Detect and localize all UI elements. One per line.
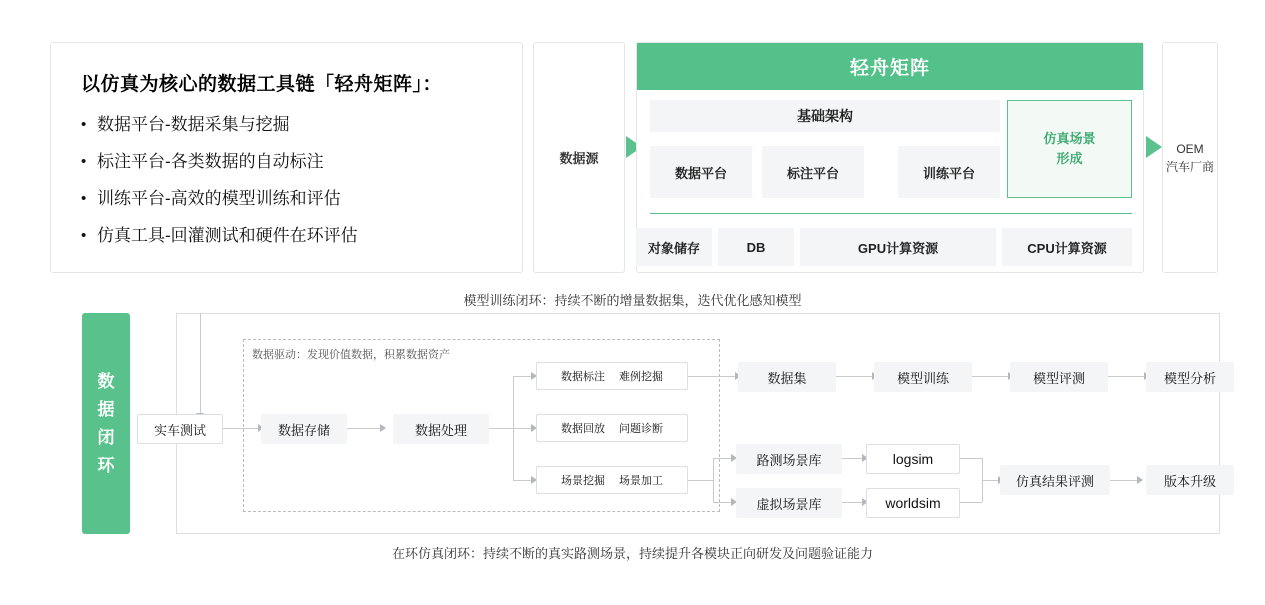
connector: [713, 458, 714, 502]
connector: [960, 502, 982, 503]
oem-label-line2: 汽车厂商: [1165, 159, 1214, 174]
node-logsim: [866, 444, 960, 474]
flow-arrow-icon: [1146, 136, 1162, 158]
node-label: 模型评测: [1032, 370, 1085, 386]
simulation-scene-box: [1007, 100, 1132, 198]
infrastructure-label: 基础架构: [797, 108, 853, 124]
node-worldsim: [866, 488, 960, 518]
connector: [344, 428, 382, 429]
data-source-label: 数据源: [559, 151, 599, 166]
node-label: 模型分析: [1163, 370, 1216, 386]
closed-loop-char-4: 环: [97, 455, 115, 475]
node-label: 数据存储: [277, 422, 330, 438]
simulation-scene-label-line2: 形成: [1056, 151, 1083, 166]
resource-box-gpu: [800, 228, 996, 266]
connector: [1108, 376, 1146, 377]
node-label-left: 数据回放: [561, 423, 605, 435]
resource-label: 对象储存: [647, 240, 700, 256]
node-virtual-scene-library: [736, 488, 842, 518]
node-label: 实车测试: [153, 422, 206, 438]
node-version-upgrade: [1146, 465, 1234, 495]
node-label: 模型训练: [896, 370, 949, 386]
node-data-annotation: [536, 362, 688, 390]
connector: [960, 458, 982, 459]
node-model-analysis: [1146, 362, 1234, 392]
divider: [650, 213, 1132, 214]
resource-box-db: [718, 228, 794, 266]
platform-label: 训练平台: [922, 165, 975, 181]
node-label: 数据处理: [414, 422, 467, 438]
node-label-left: 场景挖掘: [561, 475, 605, 487]
connector: [1109, 480, 1139, 481]
connector: [222, 428, 260, 429]
node-label: 版本升级: [1163, 473, 1216, 489]
node-label: logsim: [892, 451, 934, 467]
node-model-evaluation: [1010, 362, 1108, 392]
node-road-scene-library: [736, 444, 842, 474]
tool-chain-panel: [50, 42, 523, 273]
platform-box-data: [650, 146, 752, 198]
list-item: [81, 151, 492, 173]
oem-box: [1162, 42, 1218, 273]
list-item-label: 标注平台-各类数据的自动标注: [97, 152, 324, 171]
caption-top: 模型训练闭环：持续不断的增量数据集，迭代优化感知模型: [463, 293, 802, 308]
node-label-left: 数据标注: [561, 371, 605, 383]
node-data-storage: [261, 414, 347, 444]
platform-box-annotation: [762, 146, 864, 198]
connector: [687, 376, 737, 377]
list-item: [81, 225, 492, 247]
resource-box-object-storage: [636, 228, 712, 266]
node-data-replay: [536, 414, 688, 442]
resource-label: GPU计算资源: [857, 240, 939, 256]
platform-label: 标注平台: [786, 165, 839, 181]
list-item: [81, 114, 492, 136]
node-real-vehicle-test: [137, 414, 223, 444]
oem-label-line1: OEM: [1176, 141, 1204, 156]
bullet-icon: •: [81, 153, 87, 170]
data-driven-label: 数据驱动：发现价值数据，积累数据资产: [252, 349, 450, 361]
connector-arrow-icon: [380, 424, 386, 432]
platform-label: 数据平台: [674, 165, 727, 181]
node-label: 路测场景库: [756, 452, 822, 468]
platform-box-training: [898, 146, 1000, 198]
node-model-training: [874, 362, 972, 392]
bullet-icon: •: [81, 227, 87, 244]
resource-box-cpu: [1002, 228, 1132, 266]
connector: [836, 376, 874, 377]
node-data-processing: [393, 414, 489, 444]
list-item-label: 训练平台-高效的模型训练和评估: [97, 189, 341, 208]
simulation-scene-label-line1: 仿真场景: [1043, 131, 1096, 146]
closed-loop-char-3: 闭: [97, 427, 115, 447]
connector: [687, 480, 713, 481]
bullet-icon: •: [81, 116, 87, 133]
list-item: [81, 188, 492, 210]
node-label-right: 问题诊断: [619, 423, 663, 435]
list-item-label: 仿真工具-回灌测试和硬件在环评估: [97, 226, 358, 245]
node-dataset: [738, 362, 836, 392]
infrastructure-box: [650, 100, 1000, 132]
connector: [842, 458, 864, 459]
resource-label: CPU计算资源: [1027, 240, 1107, 256]
node-label: 仿真结果评测: [1015, 473, 1094, 489]
connector-arrow-icon: [1137, 476, 1143, 484]
resource-label: DB: [746, 239, 766, 255]
connector: [972, 376, 1010, 377]
matrix-title: 轻舟矩阵: [637, 43, 1143, 90]
page-title: 以仿真为核心的数据工具链「轻舟矩阵」：: [81, 74, 443, 95]
node-label-right: 难例挖掘: [619, 371, 663, 383]
data-closed-loop-label: [82, 313, 130, 534]
connector: [487, 428, 513, 429]
bullet-icon: •: [81, 190, 87, 207]
connector: [842, 502, 864, 503]
node-label: worldsim: [885, 495, 941, 511]
node-label: 数据集: [767, 370, 807, 386]
node-label-right: 场景加工: [619, 475, 663, 487]
closed-loop-char-2: 据: [97, 399, 115, 419]
closed-loop-char-1: 数: [97, 371, 115, 391]
caption-bottom: 在环仿真闭环：持续不断的真实路测场景，持续提升各模块正向研发及问题验证能力: [391, 546, 873, 561]
node-scene-mining: [536, 466, 688, 494]
data-source-box: [533, 42, 625, 273]
list-item-label: 数据平台-数据采集与挖掘: [97, 115, 290, 134]
node-label: 虚拟场景库: [756, 496, 822, 512]
connector: [200, 313, 201, 413]
node-sim-result-evaluation: [1000, 465, 1110, 495]
